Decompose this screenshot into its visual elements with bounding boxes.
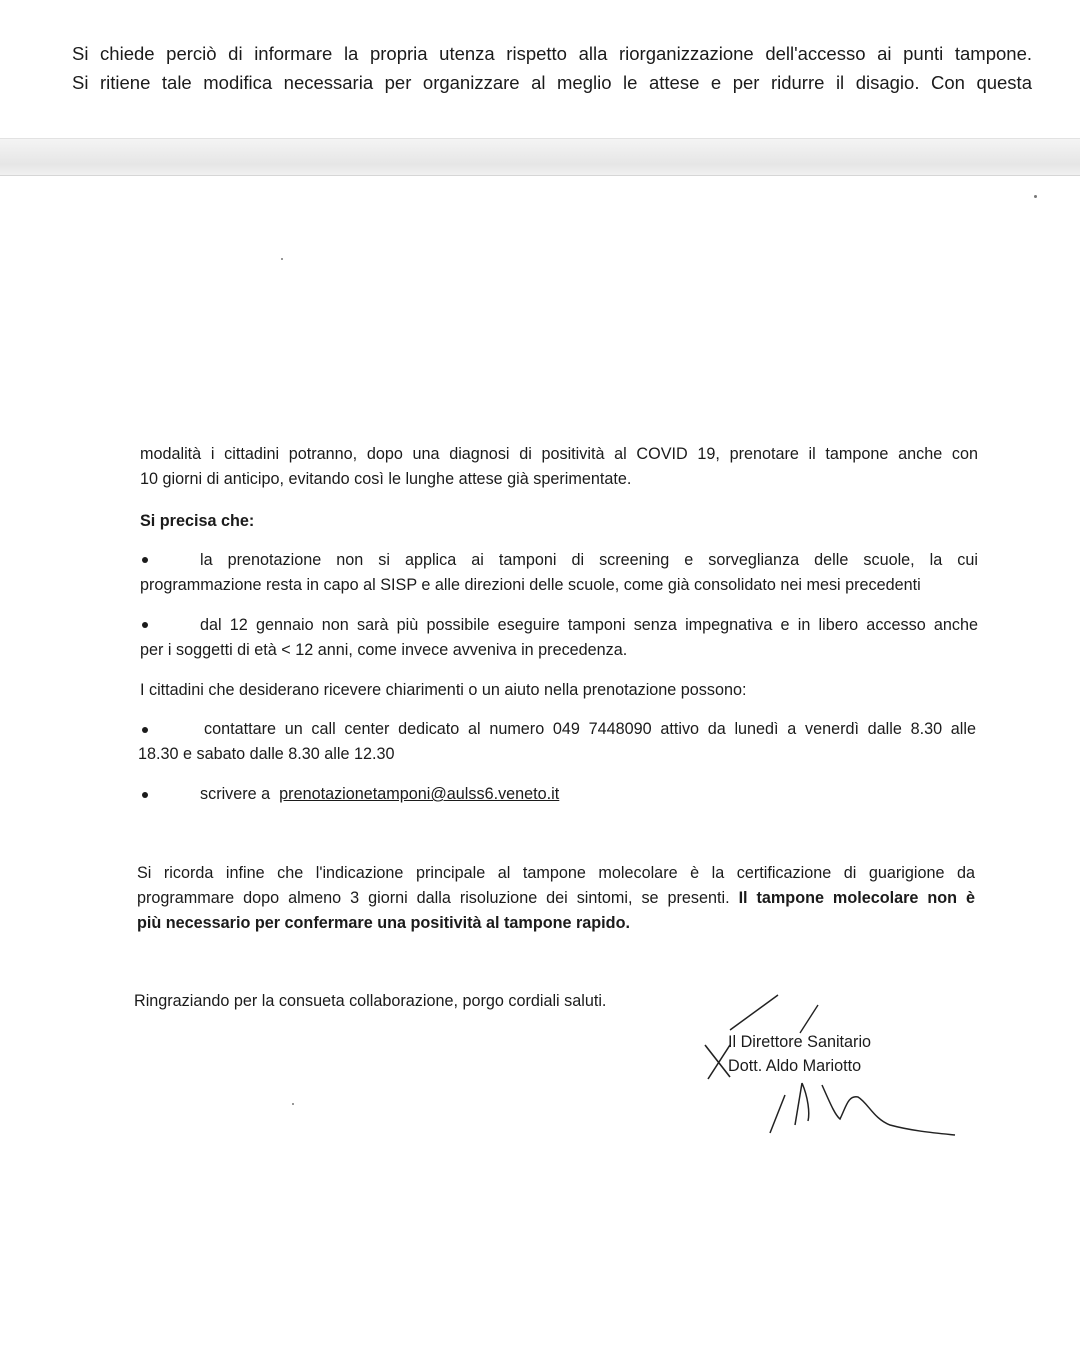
page-seam-divider — [0, 138, 1080, 176]
bullet-line: contattare un call center dedicato al numero 049 7448090 attivo da lunedì a venerdì dalle 8.30 alle — [204, 720, 976, 738]
closing-greeting: Ringraziando per la consueta collaborazione, porgo cordiali saluti. — [134, 992, 607, 1010]
bullet-line: per i soggetti di età < 12 anni, come invece avveniva in precedenza. — [140, 641, 628, 659]
handwritten-signature — [690, 985, 970, 1145]
top-text-line-2: Si ritiene tale modifica necessaria per organizzare al meglio le attese e per ridurre il disagio. Con questa — [72, 72, 1032, 93]
email-link[interactable]: prenotazionetamponi@aulss6.veneto.it — [279, 785, 560, 803]
signature-name: Dott. Aldo Mariotto — [728, 1057, 862, 1075]
paragraph-ricorda — [137, 861, 975, 936]
heading-si-precisa: Si precisa che: — [140, 512, 255, 530]
bullet-item-prenotazione — [140, 548, 978, 598]
signature-role: Il Direttore Sanitario — [728, 1033, 872, 1051]
paragraph-line — [137, 886, 975, 911]
top-text-line-1: Si chiede perciò di informare la propria utenza rispetto alla riorganizzazione dell'accesso ai punti tampone. — [72, 43, 1032, 64]
scan-speck — [1034, 195, 1037, 198]
ricorda-text: programmare dopo almeno 3 giorni dalla risoluzione dei sintomi, se presenti. — [137, 889, 730, 907]
bullet-item-email — [140, 782, 978, 807]
scan-speck — [292, 1103, 294, 1105]
paragraph-chiarimenti: I cittadini che desiderano ricevere chiarimenti o un aiuto nella prenotazione possono: — [140, 681, 747, 699]
page-top-fragment — [0, 0, 1080, 140]
email-prefix: scrivere a — [200, 785, 271, 803]
ricorda-bold-text: Il tampone molecolare non è — [738, 889, 975, 907]
scan-speck — [281, 258, 283, 260]
bullet-line: 18.30 e sabato dalle 8.30 alle 12.30 — [138, 745, 395, 763]
bullet-line: programmazione resta in capo al SISP e alle direzioni delle scuole, come già consolidato nei mesi precedenti — [140, 576, 921, 594]
paragraph-line: più necessario per confermare una positività al tampone rapido. — [137, 914, 630, 932]
paragraph-line: 10 giorni di anticipo, evitando così le lunghe attese già sperimentate. — [140, 470, 632, 488]
bullet-line — [140, 782, 978, 807]
paragraph-line: Si ricorda infine che l'indicazione principale al tampone molecolare è la certificazione di guarigione da — [137, 864, 975, 882]
bullet-line: dal 12 gennaio non sarà più possibile eseguire tamponi senza impegnativa e in libero accesso anche — [200, 616, 978, 634]
paragraph-line: modalità i cittadini potranno, dopo una diagnosi di positività al COVID 19, prenotare il tampone anche con — [140, 445, 978, 463]
paragraph-modalita — [140, 442, 978, 492]
bullet-item-gennaio — [140, 613, 978, 663]
bullet-line: la prenotazione non si applica ai tamponi di screening e sorveglianza delle scuole, la cui — [200, 551, 978, 569]
bullet-item-call-center — [138, 717, 976, 767]
